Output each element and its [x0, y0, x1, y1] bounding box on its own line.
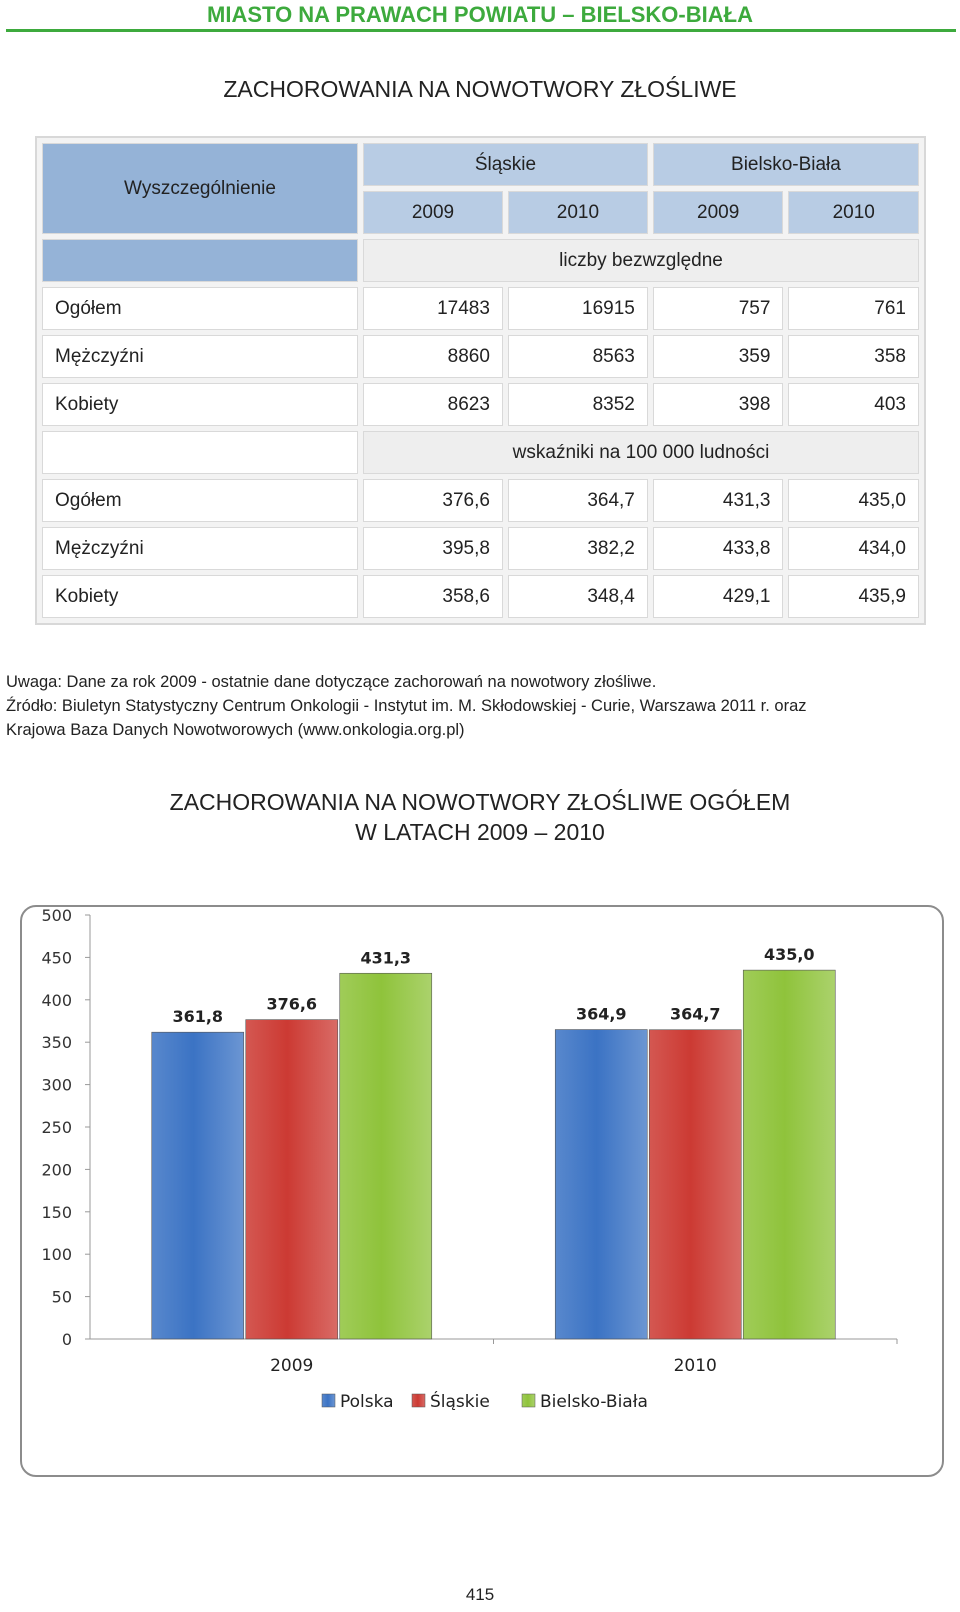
- year-header: 2010: [788, 191, 919, 234]
- empty-cell: [42, 431, 358, 474]
- page-number: 415: [465, 1585, 495, 1604]
- y-tick-label: 150: [41, 1202, 72, 1222]
- table-row: [42, 479, 919, 522]
- empty-cell: [42, 239, 358, 282]
- table-cell: 8860: [363, 335, 503, 378]
- bar-bielsko-biała: [743, 970, 835, 1339]
- region-header-bielsko: Bielsko-Biała: [653, 143, 919, 186]
- data-label: 364,7: [669, 1004, 721, 1024]
- region-header-slaskie: Śląskie: [363, 143, 648, 186]
- table-cell: 358: [788, 335, 919, 378]
- table-cell: 17483: [363, 287, 503, 330]
- data-label: 435,0: [763, 945, 815, 965]
- row-label: Ogółem: [42, 479, 358, 522]
- table-header-row: [42, 143, 919, 186]
- legend-label: Śląskie: [430, 1392, 490, 1412]
- y-tick-label: 250: [41, 1118, 72, 1137]
- bar-polska: [152, 1032, 244, 1339]
- legend-swatch: [412, 1394, 425, 1407]
- table-cell: 376,6: [363, 479, 503, 522]
- header-divider: [6, 29, 956, 32]
- page-header-title: MIASTO NA PRAWACH POWIATU – BIELSKO-BIAŁA: [207, 2, 753, 27]
- table-row: [42, 383, 919, 426]
- table-cell: 382,2: [508, 527, 648, 570]
- bar-śląskie: [649, 1030, 741, 1339]
- table-cell: 395,8: [363, 527, 503, 570]
- table-cell: 435,0: [788, 479, 919, 522]
- source-line: Krajowa Baza Danych Nowotworowych (www.onkologia.org.pl): [6, 721, 465, 739]
- y-tick-label: 300: [41, 1075, 72, 1095]
- table-cell: 364,7: [508, 479, 648, 522]
- legend-label: Polska: [340, 1392, 394, 1412]
- table-row: [42, 287, 919, 330]
- table-cell: 8563: [508, 335, 648, 378]
- legend-label: Bielsko-Biała: [540, 1392, 648, 1412]
- statistics-table: [35, 136, 926, 625]
- y-tick-label: 450: [41, 948, 72, 968]
- data-label: 376,6: [266, 994, 318, 1014]
- table-cell: 757: [653, 287, 784, 330]
- bar-polska: [555, 1030, 647, 1339]
- notes-block: [6, 670, 956, 742]
- y-tick-label: 200: [41, 1160, 72, 1180]
- table-cell: 761: [788, 287, 919, 330]
- table-row: [42, 335, 919, 378]
- bar-śląskie: [246, 1020, 338, 1339]
- year-header: 2010: [508, 191, 648, 234]
- chart-title-line: ZACHOROWANIA NA NOWOTWORY ZŁOŚLIWE OGÓŁEM: [169, 789, 791, 815]
- legend-swatch: [522, 1394, 535, 1407]
- table-section-title: ZACHOROWANIA NA NOWOTWORY ZŁOŚLIWE: [223, 76, 737, 102]
- table-cell: 16915: [508, 287, 648, 330]
- year-header: 2009: [653, 191, 784, 234]
- legend-swatch: [322, 1394, 335, 1407]
- table-cell: 435,9: [788, 575, 919, 618]
- table-cell: 433,8: [653, 527, 784, 570]
- table-cell: 359: [653, 335, 784, 378]
- y-tick-label: 500: [41, 907, 72, 925]
- x-tick-label: 2009: [270, 1356, 314, 1376]
- row-label: Mężczyźni: [42, 527, 358, 570]
- section-label-absolute: liczby bezwzględne: [363, 239, 919, 282]
- table-cell: 8352: [508, 383, 648, 426]
- table-cell: 434,0: [788, 527, 919, 570]
- section-label-rates: wskaźniki na 100 000 ludności: [363, 431, 919, 474]
- section-label-row: [42, 239, 919, 282]
- row-label: Ogółem: [42, 287, 358, 330]
- row-label: Mężczyźni: [42, 335, 358, 378]
- bar-chart: [22, 907, 942, 1475]
- chart-title-line: W LATACH 2009 – 2010: [355, 819, 605, 845]
- y-tick-label: 50: [51, 1287, 72, 1307]
- table-cell: 348,4: [508, 575, 648, 618]
- table-cell: 403: [788, 383, 919, 426]
- data-label: 361,8: [172, 1007, 224, 1027]
- table-cell: 431,3: [653, 479, 784, 522]
- y-tick-label: 350: [41, 1033, 72, 1053]
- row-label: Kobiety: [42, 383, 358, 426]
- data-label: 431,3: [360, 948, 412, 968]
- table-cell: 398: [653, 383, 784, 426]
- row-label: Kobiety: [42, 575, 358, 618]
- y-tick-label: 100: [41, 1245, 72, 1265]
- y-tick-label: 0: [61, 1330, 72, 1349]
- bar-bielsko-biała: [340, 973, 432, 1339]
- table-cell: 358,6: [363, 575, 503, 618]
- table-cell: 8623: [363, 383, 503, 426]
- chart-title: [0, 787, 960, 847]
- column-head-label: Wyszczególnienie: [42, 143, 358, 234]
- section-label-row: [42, 431, 919, 474]
- year-header: 2009: [363, 191, 503, 234]
- chart-container: [20, 905, 944, 1477]
- table-row: [42, 575, 919, 618]
- x-tick-label: 2010: [673, 1356, 717, 1376]
- note-line: Uwaga: Dane za rok 2009 - ostatnie dane dotyczące zachorowań na nowotwory złośliwe.: [6, 673, 657, 691]
- data-label: 364,9: [575, 1004, 627, 1024]
- y-tick-label: 400: [41, 990, 72, 1010]
- source-line: Źródło: Biuletyn Statystyczny Centrum Onkologii - Instytut im. M. Skłodowskiej - Curie, Warszawa 2011 r. oraz: [6, 697, 807, 715]
- table-cell: 429,1: [653, 575, 784, 618]
- table-row: [42, 527, 919, 570]
